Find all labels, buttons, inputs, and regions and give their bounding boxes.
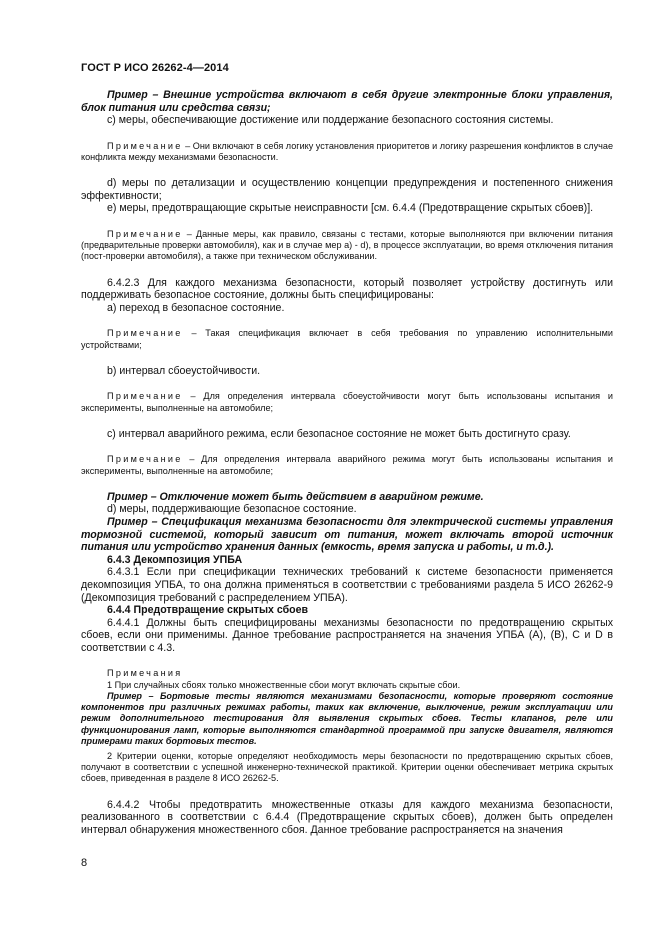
example-paragraph: Пример – Отключение может быть действием в аварийном режиме.	[107, 490, 484, 503]
page-header: ГОСТ Р ИСО 26262-4—2014	[81, 62, 229, 74]
clause-paragraph: 6.4.4.2 Чтобы предотвратить множественные отказы для каждого механизма безопасности, реализованного в соответствии с 6.4.4 (Предотвращение скрытых сбоев), должен быть определен интервал обнаружения множественного сбоя. Данное требование распространяется на значения	[81, 798, 613, 836]
note-paragraph: 2 Критерии оценки, которые определяют необходимость меры безопасности по предотвращению скрытых сбоев, получают в соответствии с успешной инженерно-технической практикой. Критерии оценки обеспечивает метрика скрытых сбоев, приведенная в разделе 8 ИСО 26262-5.	[81, 750, 613, 784]
list-item: e) меры, предотвращающие скрытые неисправности [см. 6.4.4 (Предотвращение скрытых сбоев)].	[107, 202, 594, 215]
note-text: – Такая спецификация включает в себя требования по управлению исполнительными устройствами;	[81, 328, 613, 350]
note-label: Примечание	[107, 391, 183, 402]
section-heading: 6.4.3 Декомпозиция УПБА	[107, 553, 243, 566]
list-item: c) меры, обеспечивающие достижение или поддержание безопасного состояния системы.	[107, 114, 554, 127]
notes-heading	[81, 668, 613, 679]
clause-paragraph: 6.4.3.1 Если при спецификации технических требований к системе безопасности применяется декомпозиция УПБА, то она должна применяться в соответствии с требованиями раздела 5 ИСО 26262-9 (Декомпозиция требований с распределением УПБА).	[81, 566, 613, 604]
clause-paragraph: 6.4.2.3 Для каждого механизма безопасности, который позволяет устройству достигнуть или поддерживать безопасное состояние, должны быть специфицированы:	[81, 276, 613, 302]
note-paragraph	[81, 328, 613, 350]
note-paragraph	[81, 229, 613, 263]
list-item: d) меры, поддерживающие безопасное состояние.	[107, 503, 357, 516]
note-text: – Они включают в себя логику установления приоритетов и логику разрешения конфликтов в случае конфликта между механизмами безопасности.	[81, 140, 613, 162]
list-item: a) переход в безопасное состояние.	[107, 301, 285, 314]
page-number: 8	[81, 857, 88, 869]
section-heading: 6.4.4 Предотвращение скрытых сбоев	[107, 604, 309, 617]
note-paragraph: 1 При случайных сбоях только множественные сбои могут включать скрытые сбои.	[107, 679, 461, 690]
example-paragraph: Пример – Бортовые тесты являются механизмами безопасности, которые проверяют состояние компонентов при различных режимах работы, таких как включение, выключение, режим эксплуатации или режим дополнительного тестирования для выявления скрытых сбоев. Тесты клапанов, реле или функционирования ламп, которые выполняются стандартной программой при запуске двигателя, являются примерами таких бортовых тестов.	[81, 690, 613, 746]
list-item: c) интервал аварийного режима, если безопасное состояние не может быть достигнуто сразу.	[107, 427, 571, 440]
note-text: – Данные меры, как правило, связаны с тестами, которые выполняются при включении питания (предварительные проверки автомобиля), как и в случае мер a) - d), в процессе эксплуатации, во время отключения питания (пост-проверки автомобиля), а также при техническом обслуживании.	[81, 228, 613, 262]
example-paragraph: Пример – Внешние устройства включают в себя другие электронные блоки управления, блок питания или средства связи;	[81, 89, 613, 114]
note-label: Примечание	[107, 140, 183, 151]
clause-paragraph: 6.4.4.1 Должны быть специфицированы механизмы безопасности по предотвращению скрытых сбоев, если они применимы. Данное требование распространяется на значения УПБА (A), (B), C и D в соответствии с 4.3.	[81, 616, 613, 654]
note-label: Примечание	[107, 328, 183, 339]
note-paragraph	[81, 141, 613, 163]
note-label: Примечание	[107, 454, 183, 465]
notes-label: Примечания	[107, 668, 183, 679]
note-label: Примечание	[107, 228, 183, 239]
note-text: – Для определения интервала аварийного режима могут быть использованы испытания и эксперименты, выполненные на автомобиле;	[81, 454, 613, 476]
note-paragraph	[81, 454, 613, 476]
example-paragraph: Пример – Спецификация механизма безопасности для электрической системы управления тормозной системой, который зависит от питания, может включать второй источник питания или устройство хранения данных (емкость, время запуска и работы, и т.д.).	[81, 515, 613, 554]
note-paragraph	[81, 391, 613, 413]
page-body	[81, 89, 613, 836]
list-item: d) меры по детализации и осуществлению концепции предупреждения и постепенного снижения эффективности;	[81, 177, 613, 202]
list-item: b) интервал сбоеустойчивости.	[107, 364, 261, 377]
note-text: – Для определения интервала сбоеустойчивости могут быть использованы испытания и эксперименты, выполненные на автомобиле;	[81, 391, 613, 413]
